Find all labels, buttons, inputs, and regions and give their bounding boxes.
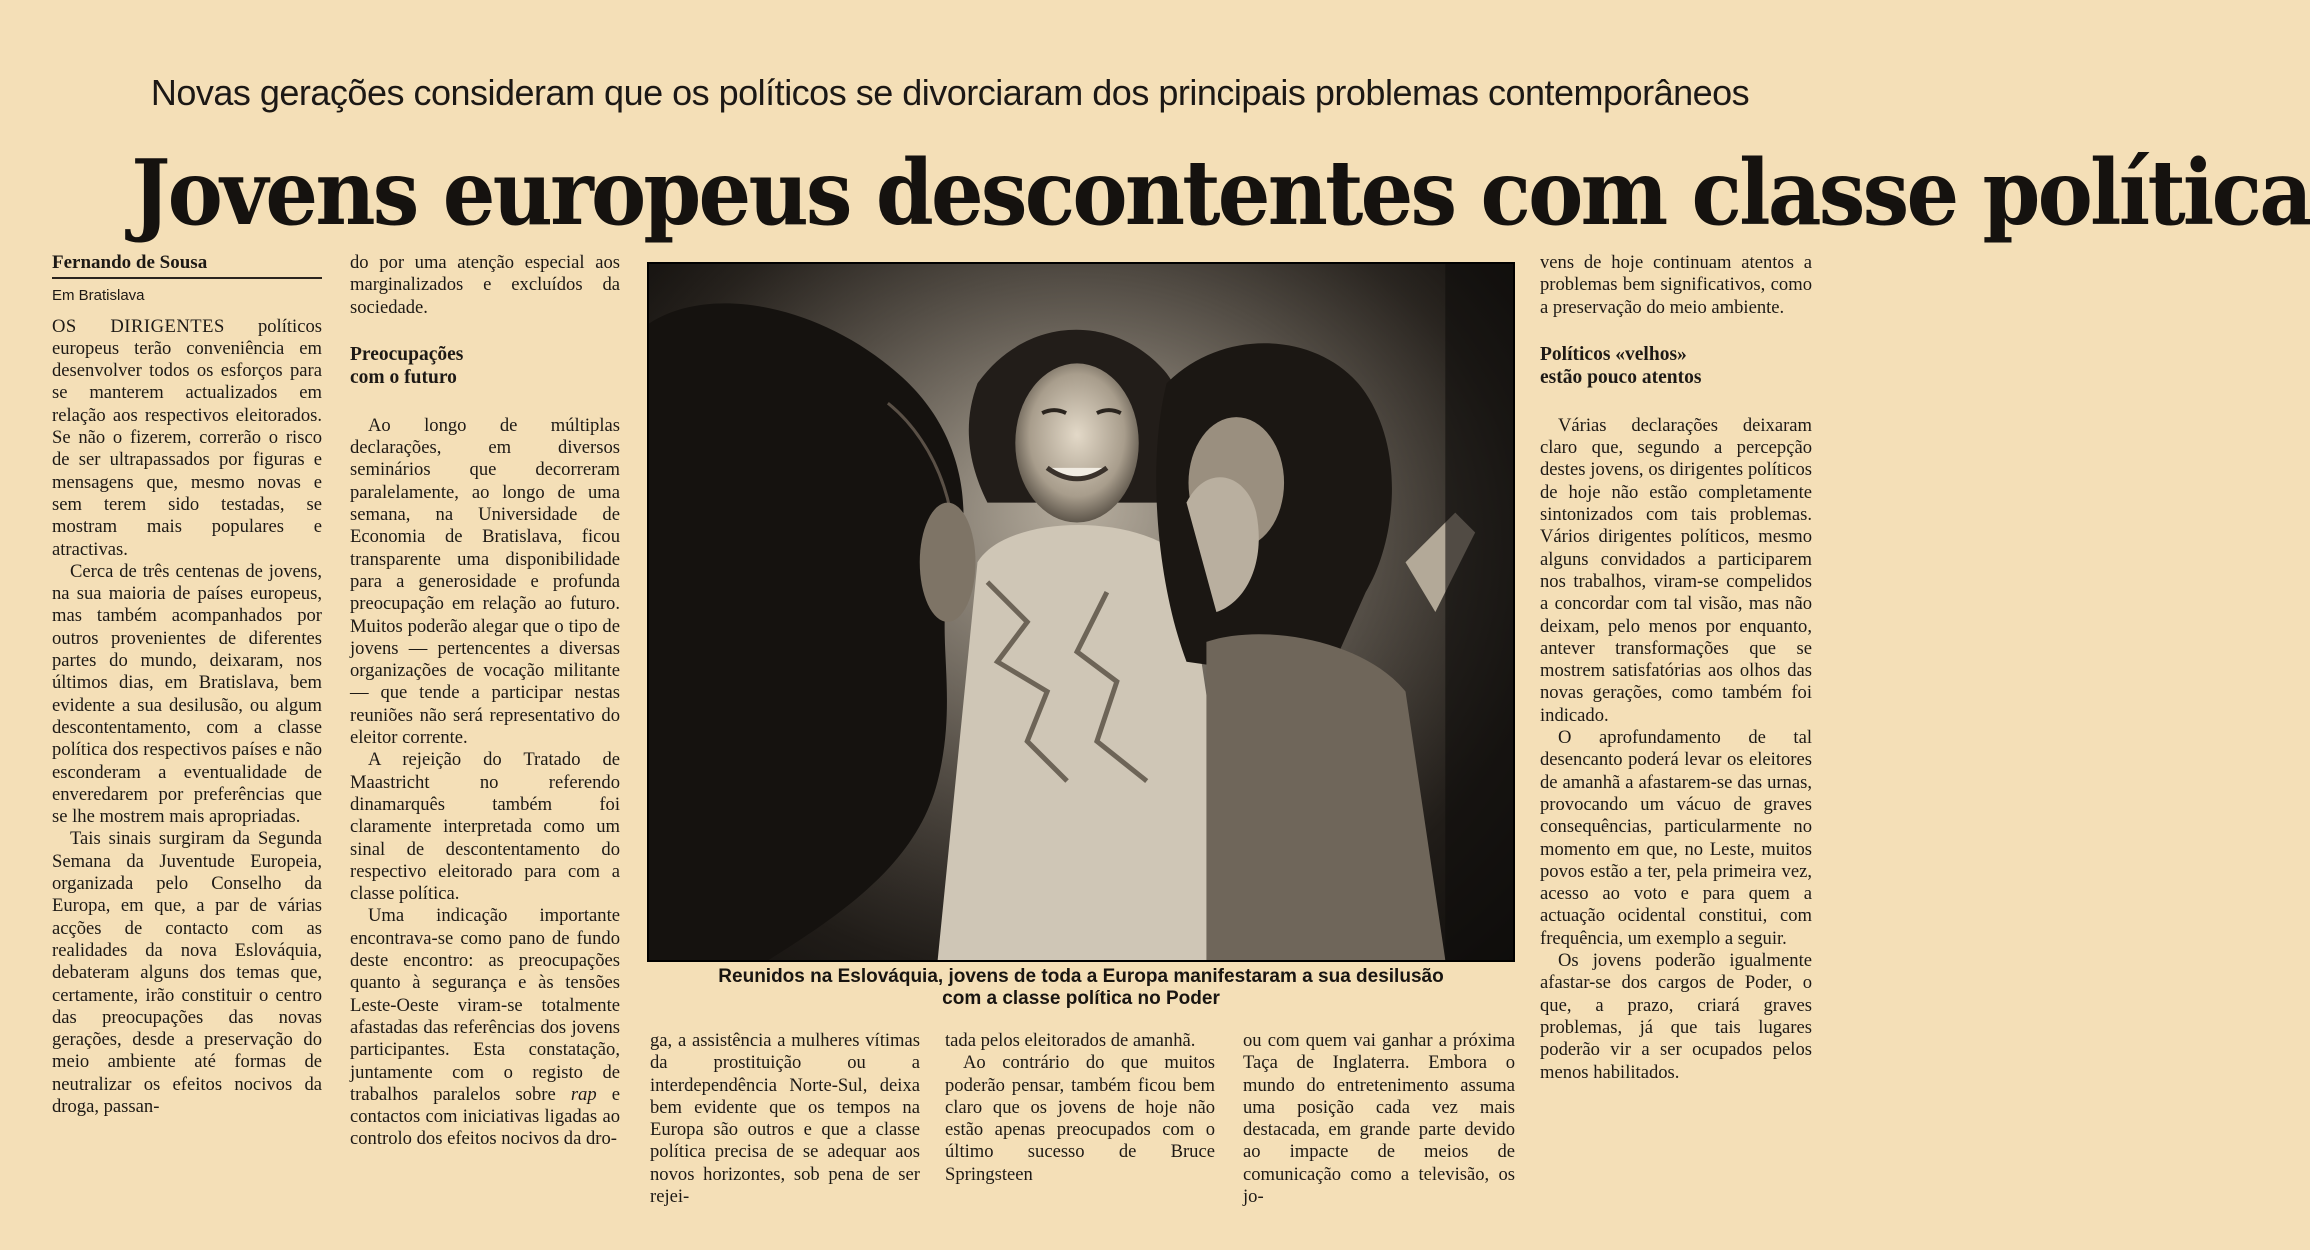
paragraph: do por uma atenção especial aos marginalizados e excluídos da sociedade. (350, 252, 620, 318)
paragraph: O aprofundamento de tal desencanto poderá levar os eleitores de amanhã a afastarem-se das urnas, provocando um vácuo de graves consequências, particularmente no momento em que, no Leste, muitos povos estão a ter, pela primeira vez, acesso ao voto e para quem a actuação ocidental constitui, com frequência, um exemplo a seguir. (1540, 727, 1812, 949)
subheading-line: estão pouco atentos (1540, 366, 1702, 388)
subheading (1540, 343, 1812, 389)
article-column-4 (650, 1030, 920, 1208)
paragraph: Cerca de três centenas de jovens, na sua maioria de países europeus, mas também acompanhados por outros provenientes de diferentes partes do mundo, deixaram, nos últimos dias, em Bratislava, bem evidente a sua desilusão, ou algum descontentamento, com a classe política dos respectivos países e não esconderam a eventualidade de enveredarem por preferências que se lhe mostrem mais apropriadas. (52, 560, 322, 828)
paragraph: tada pelos eleitorados de amanhã. (945, 1030, 1196, 1051)
subheading-line: Políticos «velhos» (1540, 343, 1687, 365)
paragraph: Ao longo de múltiplas declarações, em diversos seminários que decorreram paralelamente, ao longo de uma semana, na Universidade de Economia de Bratislava, ficou transparente uma disponibilidade para a generosidade e profunda preocupação em relação ao futuro. Muitos poderão alegar que o tipo de jovens — pertencentes a diversas organizações de vocação militante — que tende a participar nestas reuniões não será representativo do eleitor corrente. (350, 414, 620, 749)
kicker-headline: Novas gerações consideram que os políticos se divorciaram dos principais problemas contemporâneos (150, 72, 1750, 113)
subheading (350, 343, 620, 389)
article-column-1 (52, 252, 322, 1118)
subheading-line: com o futuro (350, 366, 457, 388)
photo-caption (647, 966, 1515, 1010)
caption-line: Reunidos na Eslováquia, jovens de toda a Europa manifestaram a sua desilusão (718, 966, 1444, 987)
paragraph: ou com quem vai ganhar a próxima Taça de Inglaterra. Embora o mundo do entretenimento assuma uma posição cada vez mais destacada, em grande parte devido ao impacte de meios de comunicação como a televisão, os jo- (1243, 1030, 1515, 1208)
paragraph: Os jovens poderão igualmente afastar-se dos cargos de Poder, o que, a prazo, criará graves problemas, já que tais lugares poderão vir a ser ocupados pelos menos habilitados. (1540, 950, 1812, 1083)
paragraph (350, 905, 620, 1150)
article-column-5 (945, 1030, 1215, 1186)
article-column-6 (1243, 1030, 1515, 1208)
paragraph: ga, a assistência a mulheres vítimas da prostituição ou a interdependência Norte-Sul, deixa bem evidente que os tempos na Europa são outros e que a classe política precisa de se adequar aos novos horizontes, sob pena de ser rejei- (650, 1030, 920, 1208)
paragraph: Ao contrário do que muitos poderão pensar, também ficou bem claro que os jovens de hoje não estão apenas preocupados com o último sucesso de Bruce Springsteen (945, 1052, 1215, 1185)
byline: Fernando de Sousa (52, 252, 322, 279)
paragraph: Tais sinais surgiram da Segunda Semana da Juventude Europeia, organizada pelo Conselho da Europa, em que, a par de várias acções de contacto com as realidades da nova Eslováquia, debateram alguns dos temas que, certamente, irão constituir o centro das preocupações das novas gerações, desde a preservação do meio ambiente até formas de neutralizar os efeitos nocivos da droga, passan- (52, 828, 322, 1117)
paragraph-text: Uma indicação importante encontrava-se como pano de fundo deste encontro: as preocupações quanto à segurança e às tensões Leste-Oeste viram-se totalmente afastadas das referências dos jovens participantes. Esta constatação, juntamente com o registo de trabalhos paralelos sobre (350, 905, 620, 1105)
paragraph: vens de hoje continuam atentos a problemas bem significativos, como a preservação do meio ambiente. (1540, 252, 1812, 318)
lead-caps: OS DIRIGENTES (52, 315, 225, 337)
dateline: Em Bratislava (52, 287, 145, 305)
paragraph (52, 316, 322, 561)
main-headline: Jovens europeus descontentes com classe política (131, 140, 2310, 246)
subheading-line: Preocupações (350, 343, 464, 365)
news-photo (647, 262, 1515, 962)
photo-illustration (649, 264, 1513, 960)
paragraph-text: políticos europeus terão conveniência em desenvolver todos os esforços para se manterem actualizados em relação aos respectivos eleitorados. Se não o fizerem, correrão o risco de ser ultrapassados por figuras e mensagens que, mesmo novas e sem terem sido testadas, se mostram mais populares e atractivas. (52, 315, 322, 560)
paragraph: A rejeição do Tratado de Maastricht no referendo dinamarquês também foi claramente interpretada como um sinal de descontentamento do respectivo eleitorado para com a classe política. (350, 749, 620, 905)
article-column-3 (1540, 252, 1812, 1084)
article-column-2 (350, 252, 620, 1151)
italic-word: rap (570, 1083, 597, 1105)
caption-line: com a classe política no Poder (942, 988, 1220, 1009)
paragraph: Várias declarações deixaram claro que, segundo a percepção destes jovens, os dirigentes políticos de hoje não estão completamente sintonizados com tais problemas. Vários dirigentes políticos, mesmo alguns convidados a participarem nos trabalhos, viram-se compelidos a concordar com tal visão, mas não deixam, pelo menos por enquanto, antever transformações que se mostrem satisfatórias aos olhos das novas gerações, como também foi indicado. (1540, 414, 1812, 726)
paragraph-text: e contactos com iniciativas ligadas ao controlo dos efeitos nocivos da dro- (350, 1083, 620, 1150)
